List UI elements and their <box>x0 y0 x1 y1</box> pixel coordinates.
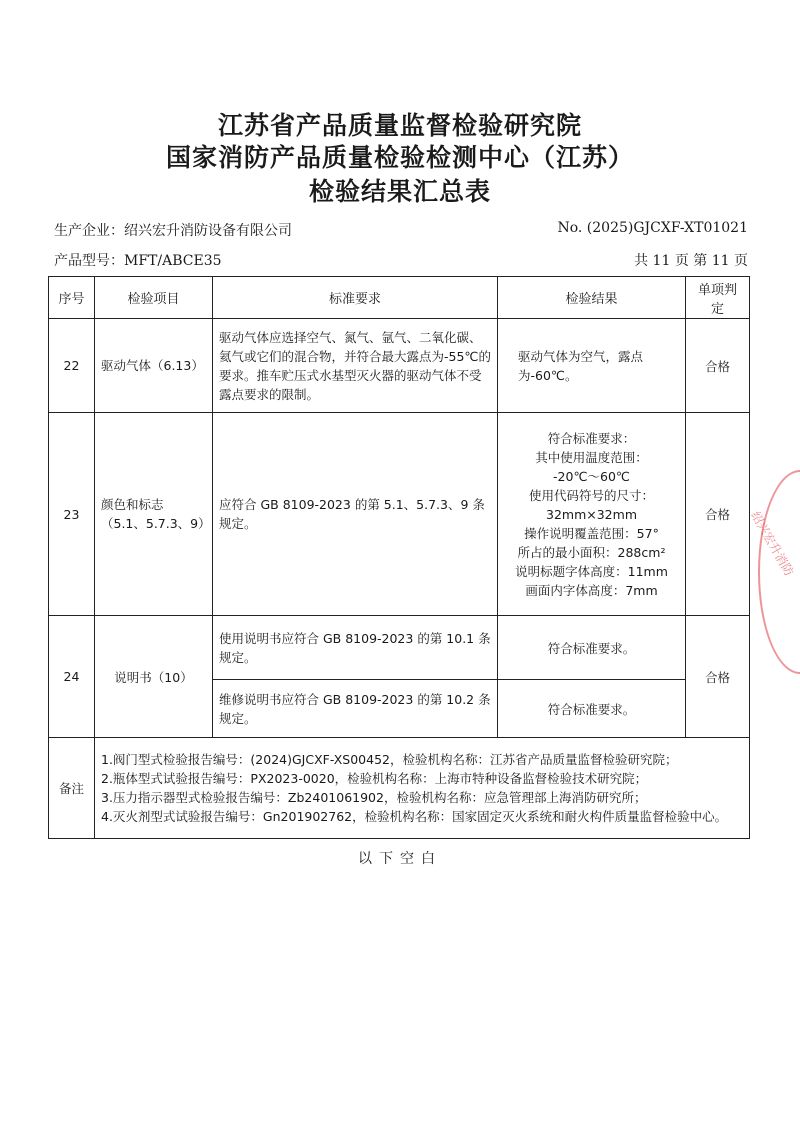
result-line: 符合标准要求： <box>547 430 636 446</box>
row-no: 22 <box>49 319 95 413</box>
remark-line: 4.灭火剂型式试验报告编号：Gn201902762，检验机构名称：国家固定灭火系统和耐火构件质量监督检验中心。 <box>101 809 728 824</box>
result-line: 所占的最小面积：288cm² <box>517 544 666 560</box>
header-row <box>49 277 750 319</box>
table-row <box>49 413 750 616</box>
remarks-content <box>95 738 750 839</box>
row-verdict: 合格 <box>686 413 750 616</box>
center-title: 国家消防产品质量检验检测中心（江苏） <box>165 143 634 172</box>
result-line: -20℃～60℃ <box>553 468 630 484</box>
product-model: 产品型号：MFT/ABCE35 <box>54 253 222 269</box>
row-verdict: 合格 <box>686 319 750 413</box>
result-line: 使用代码符号的尺寸： <box>528 487 654 503</box>
row-standard: 应符合 GB 8109-2023 的第 5.1、5.7.3、9 条规定。 <box>213 413 498 616</box>
result-line: 其中使用温度范围： <box>535 449 648 465</box>
result-line: 说明标题字体高度：11mm <box>515 563 668 579</box>
row-item: 说明书（10） <box>95 616 213 738</box>
document-title: 检验结果汇总表 <box>308 177 491 206</box>
results-table <box>48 276 750 839</box>
col-header-no: 序号 <box>49 277 95 319</box>
remarks-row <box>49 738 750 839</box>
row-standard: 使用说明书应符合 GB 8109-2023 的第 10.1 条规定。 <box>213 616 498 680</box>
table-row <box>49 616 750 680</box>
row-result: 驱动气体为空气，露点为-60℃。 <box>498 319 686 413</box>
result-line: 32mm×32mm <box>546 506 637 522</box>
row-verdict: 合格 <box>686 616 750 738</box>
remark-line: 1.阀门型式检验报告编号：(2024)GJCXF-XS00452，检验机构名称：江苏省产品质量监督检验研究院； <box>101 752 678 767</box>
col-header-item: 检验项目 <box>95 277 213 319</box>
result-line: 画面内字体高度：7mm <box>525 582 658 598</box>
seal-text: 绍兴宏升消防 <box>748 509 797 579</box>
row-no: 23 <box>49 413 95 616</box>
remark-line: 3.压力指示器型式检验报告编号：Zb2401061902，检验机构名称：应急管理部上海消防研究所； <box>101 790 647 805</box>
result-line: 操作说明覆盖范围：57° <box>524 525 659 541</box>
col-header-verdict: 单项判定 <box>686 277 750 319</box>
row-item: 驱动气体（6.13） <box>95 319 213 413</box>
row-result: 符合标准要求。 <box>498 616 686 680</box>
col-header-result: 检验结果 <box>498 277 686 319</box>
report-number: No. (2025)GJCXF-XT01021 <box>557 220 748 236</box>
institute-title: 江苏省产品质量监督检验研究院 <box>217 111 582 140</box>
row-standard: 维修说明书应符合 GB 8109-2023 的第 10.2 条规定。 <box>213 680 498 738</box>
col-header-standard: 标准要求 <box>213 277 498 319</box>
row-item: 颜色和标志（5.1、5.7.3、9） <box>95 413 213 616</box>
end-note: 以下空白 <box>358 851 442 867</box>
table-row <box>49 319 750 413</box>
manufacturer: 生产企业：绍兴宏升消防设备有限公司 <box>54 223 292 239</box>
row-result-details <box>498 413 686 616</box>
page-counter: 共 11 页 第 11 页 <box>634 253 748 269</box>
row-no: 24 <box>49 616 95 738</box>
row-result: 符合标准要求。 <box>498 680 686 738</box>
row-standard: 驱动气体应选择空气、氮气、氩气、二氧化碳、氦气或它们的混合物，并符合最大露点为-55℃的要求。推车贮压式水基型灭火器的驱动气体不受露点要求的限制。 <box>213 319 498 413</box>
remark-line: 2.瓶体型式试验报告编号：PX2023-0020，检验机构名称：上海市特种设备监督检验技术研究院； <box>101 771 648 786</box>
remarks-label: 备注 <box>49 738 95 839</box>
